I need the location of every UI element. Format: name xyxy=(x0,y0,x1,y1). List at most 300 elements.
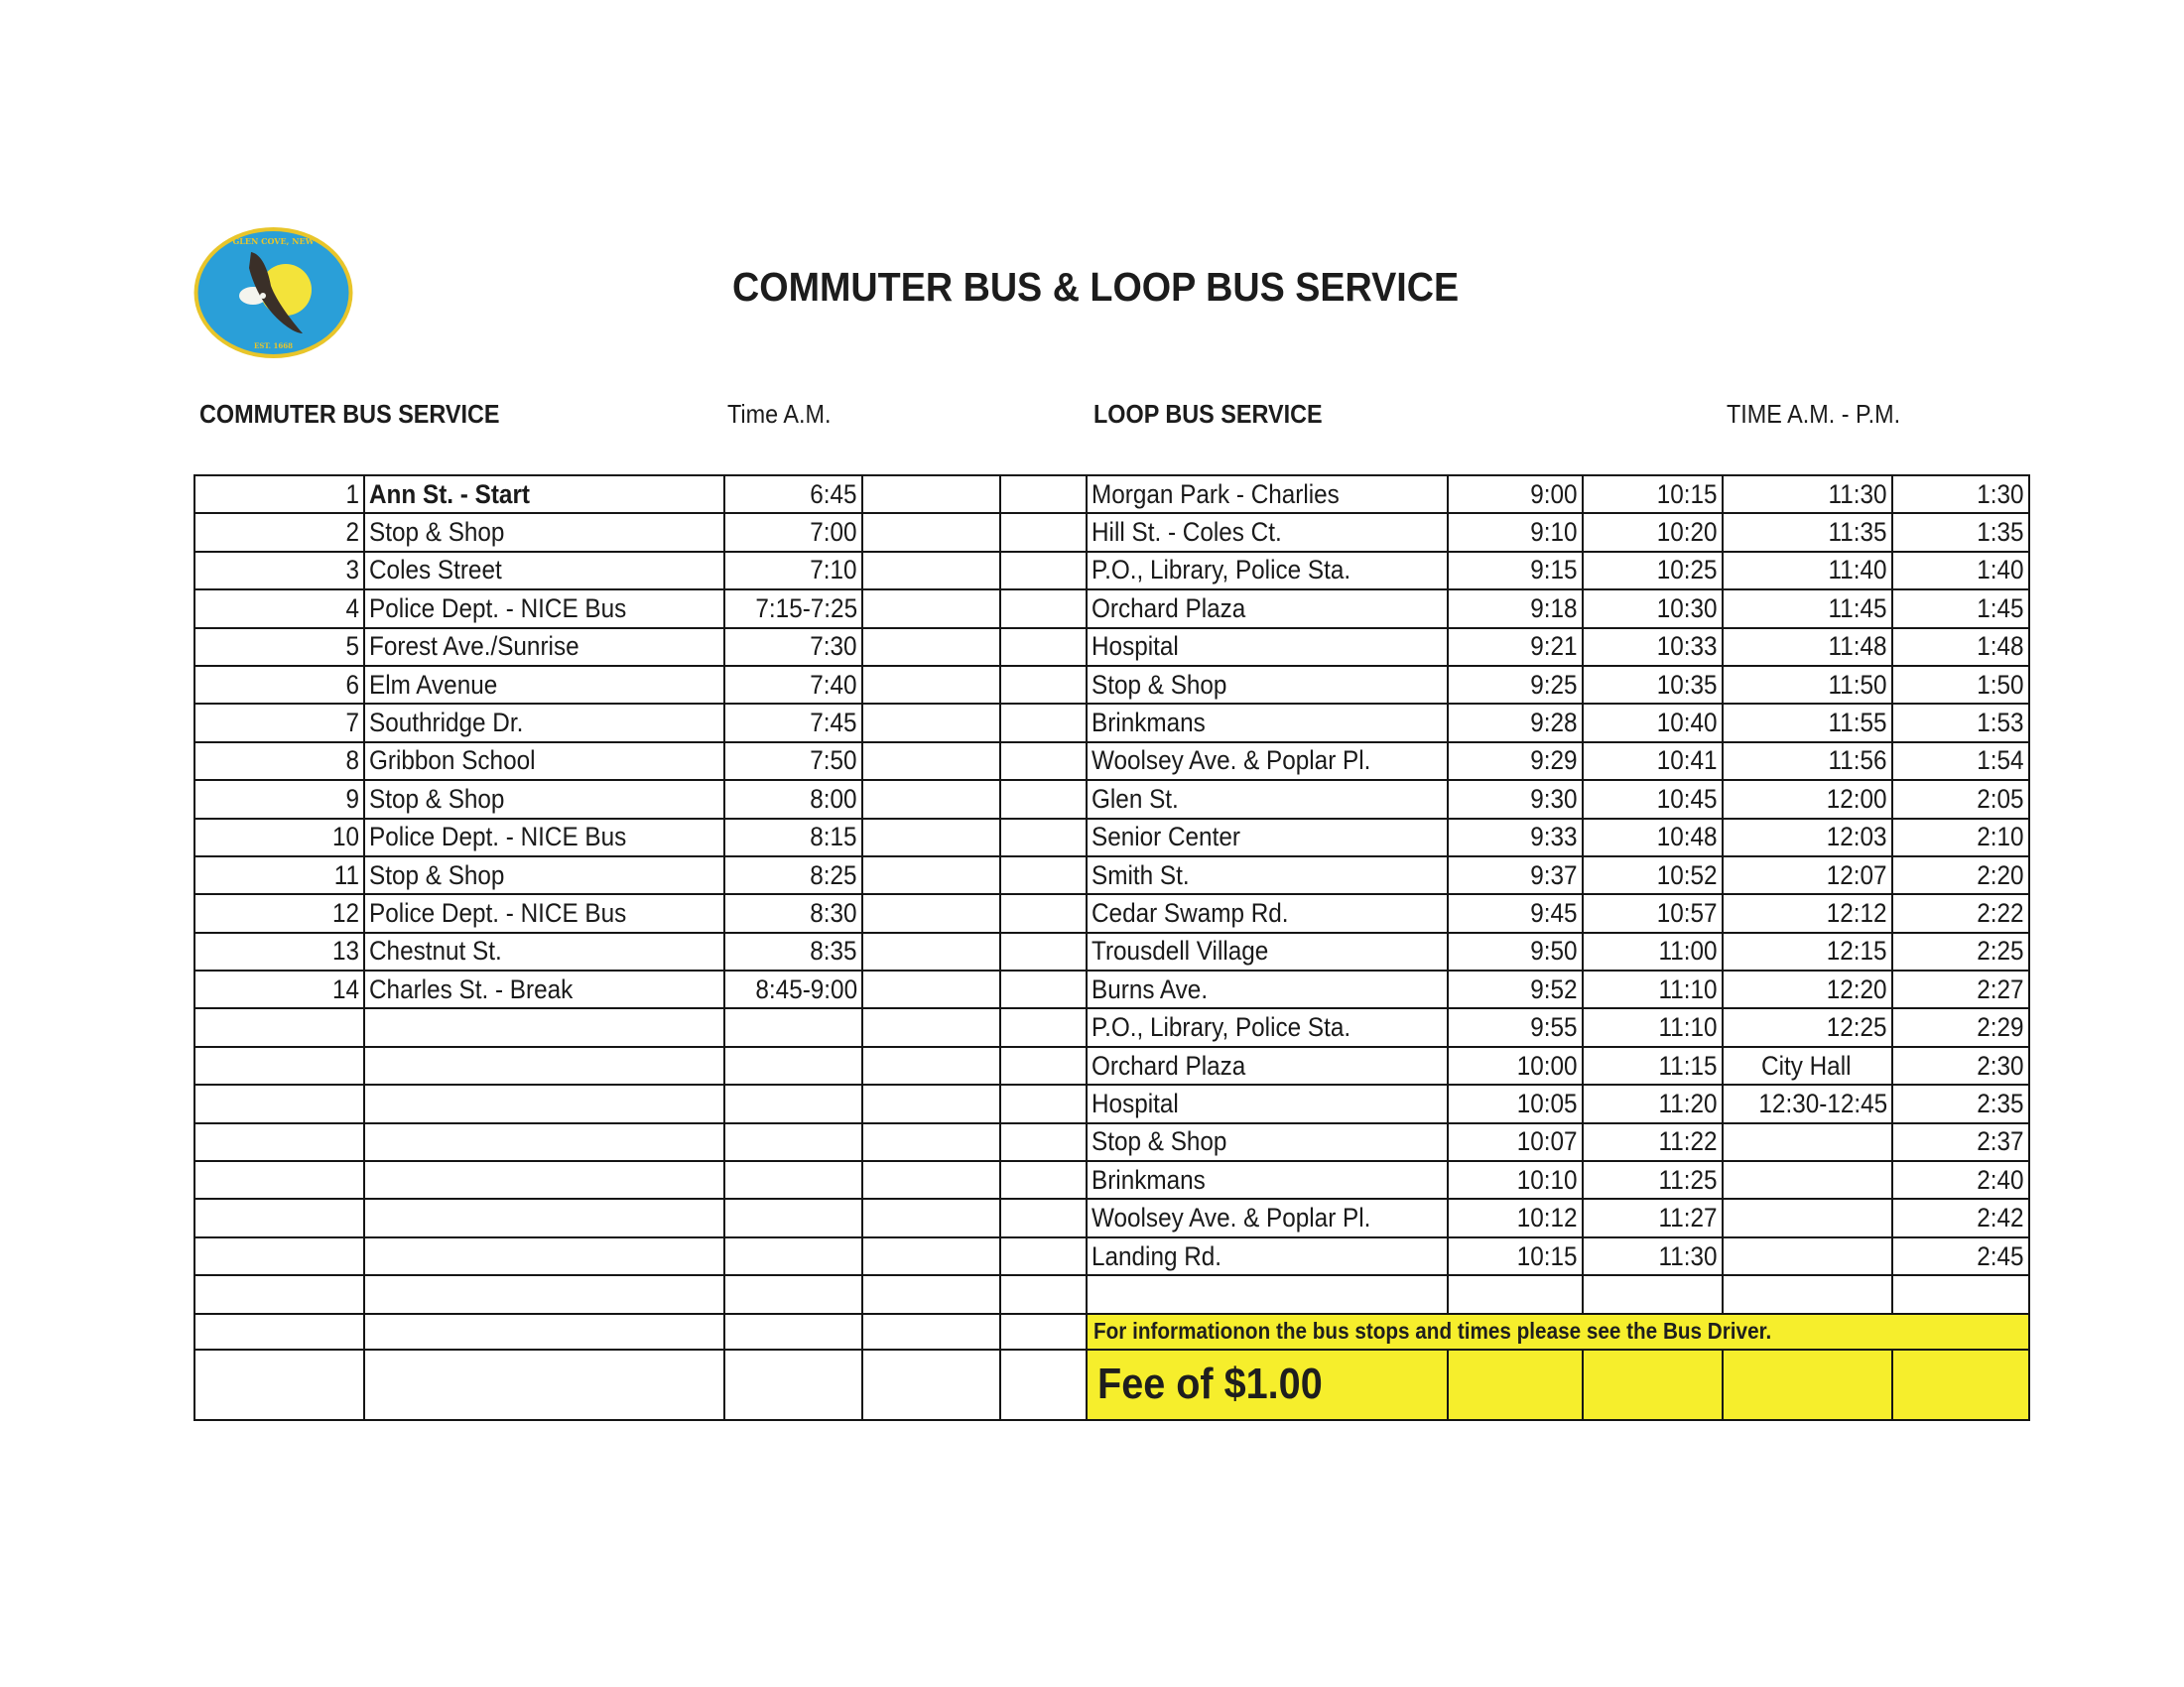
loop-stop-time xyxy=(1892,780,2029,818)
loop-stop-name xyxy=(1087,1199,1448,1236)
commuter-stop-number xyxy=(194,1199,364,1236)
commuter-stop-number xyxy=(194,1275,364,1313)
commuter-stop-number xyxy=(194,1123,364,1161)
commuter-stop-number-text: 9 xyxy=(345,783,359,814)
commuter-stop-time-text: 8:30 xyxy=(810,897,857,928)
table-row xyxy=(194,1085,2029,1122)
loop-stop-name xyxy=(1087,704,1448,741)
blank-cell xyxy=(862,856,1000,894)
commuter-stop-number xyxy=(194,589,364,627)
loop-stop-time xyxy=(1892,1275,2029,1313)
commuter-stop-number xyxy=(194,552,364,589)
commuter-stop-name-text: Forest Ave./Sunrise xyxy=(369,631,579,662)
loop-stop-time xyxy=(1583,1161,1723,1199)
blank-cell xyxy=(862,780,1000,818)
blank-cell xyxy=(862,1199,1000,1236)
commuter-stop-name xyxy=(364,1047,724,1085)
loop-stop-time-text: 11:22 xyxy=(1658,1126,1718,1157)
loop-stop-time xyxy=(1723,819,1892,856)
blank-cell xyxy=(1000,742,1087,780)
commuter-stop-time xyxy=(724,513,862,551)
table-row xyxy=(194,971,2029,1008)
loop-stop-name-text: Hospital xyxy=(1092,631,1179,662)
commuter-stop-time xyxy=(724,475,862,513)
loop-stop-time-text: 12:25 xyxy=(1827,1012,1887,1043)
commuter-stop-time xyxy=(724,552,862,589)
loop-stop-name xyxy=(1087,475,1448,513)
loop-stop-name xyxy=(1087,742,1448,780)
loop-stop-time xyxy=(1723,780,1892,818)
loop-stop-time xyxy=(1583,894,1723,932)
table-row xyxy=(194,628,2029,666)
table-row xyxy=(194,742,2029,780)
loop-stop-time-text: 11:35 xyxy=(1828,517,1887,548)
loop-stop-time xyxy=(1583,666,1723,704)
commuter-stop-name-text: Stop & Shop xyxy=(369,517,505,548)
loop-stop-name-text: Brinkmans xyxy=(1092,708,1206,738)
commuter-heading: COMMUTER BUS SERVICE xyxy=(199,399,500,429)
table-row xyxy=(194,819,2029,856)
loop-stop-name xyxy=(1087,628,1448,666)
commuter-stop-number xyxy=(194,1085,364,1122)
loop-stop-name-text: Hospital xyxy=(1092,1088,1179,1118)
commuter-stop-time xyxy=(724,971,862,1008)
loop-stop-time xyxy=(1583,1123,1723,1161)
commuter-stop-name xyxy=(364,1237,724,1275)
commuter-stop-name-text: Southridge Dr. xyxy=(369,708,524,738)
loop-stop-time xyxy=(1448,856,1583,894)
loop-stop-time-text: 2:35 xyxy=(1977,1088,2024,1118)
commuter-stop-name xyxy=(364,971,724,1008)
loop-stop-name xyxy=(1087,1047,1448,1085)
blank-cell xyxy=(862,1314,1000,1350)
commuter-stop-time-text: 7:50 xyxy=(810,745,857,776)
loop-stop-time-text: 11:15 xyxy=(1658,1050,1718,1081)
commuter-stop-time xyxy=(724,589,862,627)
loop-stop-time xyxy=(1448,1161,1583,1199)
loop-stop-time-text: 9:25 xyxy=(1530,669,1578,700)
commuter-stop-name xyxy=(364,1008,724,1046)
loop-stop-time xyxy=(1723,894,1892,932)
loop-stop-time xyxy=(1892,819,2029,856)
blank-cell xyxy=(862,819,1000,856)
commuter-stop-time-text: 7:30 xyxy=(810,631,857,662)
commuter-stop-time-text: 7:40 xyxy=(810,669,857,700)
loop-stop-time xyxy=(1723,475,1892,513)
commuter-stop-time-text: 7:10 xyxy=(810,555,857,585)
commuter-stop-time-text: 7:00 xyxy=(810,517,857,548)
table-row xyxy=(194,513,2029,551)
loop-stop-time-text: 10:15 xyxy=(1517,1240,1578,1271)
loop-stop-time-text: 1:35 xyxy=(1977,517,2024,548)
blank-cell xyxy=(862,666,1000,704)
loop-stop-name xyxy=(1087,894,1448,932)
svg-text:EST. 1668: EST. 1668 xyxy=(253,341,294,350)
blank-cell xyxy=(862,742,1000,780)
loop-stop-time xyxy=(1892,704,2029,741)
commuter-stop-time xyxy=(724,1161,862,1199)
blank-cell xyxy=(1000,1047,1087,1085)
loop-stop-name-text: Cedar Swamp Rd. xyxy=(1092,897,1289,928)
loop-stop-time xyxy=(1583,819,1723,856)
loop-stop-time-text: 2:05 xyxy=(1977,783,2024,814)
blank-cell xyxy=(194,1350,364,1420)
loop-stop-time-text: 11:10 xyxy=(1658,973,1718,1004)
loop-stop-name-text: Morgan Park - Charlies xyxy=(1092,478,1340,509)
loop-stop-time-text: 9:50 xyxy=(1530,936,1578,967)
commuter-stop-number-text: 5 xyxy=(345,631,359,662)
loop-stop-time-text: 2:29 xyxy=(1977,1012,2024,1043)
loop-stop-time xyxy=(1723,552,1892,589)
loop-stop-time-text: 11:10 xyxy=(1658,1012,1718,1043)
loop-stop-time xyxy=(1583,589,1723,627)
loop-stop-time-text: 9:21 xyxy=(1530,631,1578,662)
blank-cell xyxy=(862,628,1000,666)
commuter-stop-name-text: Elm Avenue xyxy=(369,669,498,700)
loop-stop-time xyxy=(1448,1085,1583,1122)
commuter-stop-name xyxy=(364,1123,724,1161)
table-row xyxy=(194,552,2029,589)
loop-stop-name xyxy=(1087,780,1448,818)
loop-stop-time-text: 12:15 xyxy=(1827,936,1887,967)
loop-stop-time xyxy=(1892,589,2029,627)
blank-cell xyxy=(862,704,1000,741)
loop-stop-name xyxy=(1087,552,1448,589)
loop-stop-time-text: 9:33 xyxy=(1530,822,1578,852)
loop-stop-time-text: 2:37 xyxy=(1977,1126,2024,1157)
blank-cell xyxy=(862,1237,1000,1275)
loop-stop-name xyxy=(1087,933,1448,971)
blank-cell xyxy=(1000,894,1087,932)
loop-stop-name xyxy=(1087,1275,1448,1313)
loop-stop-time xyxy=(1583,628,1723,666)
commuter-stop-time-text: 8:35 xyxy=(810,936,857,967)
loop-stop-time xyxy=(1583,1047,1723,1085)
loop-stop-time xyxy=(1448,819,1583,856)
loop-stop-time-text: 2:45 xyxy=(1977,1240,2024,1271)
blank-cell xyxy=(862,475,1000,513)
loop-stop-time-text: 12:30-12:45 xyxy=(1758,1088,1887,1118)
table-row xyxy=(194,1275,2029,1313)
commuter-stop-number xyxy=(194,1237,364,1275)
loop-stop-time-text: 10:12 xyxy=(1517,1203,1578,1233)
blank-cell xyxy=(1000,475,1087,513)
commuter-stop-name xyxy=(364,1199,724,1236)
loop-stop-time-text: 2:27 xyxy=(1977,973,2024,1004)
loop-stop-name-text: Glen St. xyxy=(1092,783,1179,814)
commuter-stop-time-text: 6:45 xyxy=(810,478,857,509)
loop-stop-name-text: Brinkmans xyxy=(1092,1164,1206,1195)
loop-stop-time xyxy=(1723,704,1892,741)
table-row xyxy=(194,666,2029,704)
loop-stop-time xyxy=(1723,1123,1892,1161)
loop-stop-time xyxy=(1723,742,1892,780)
blank-cell xyxy=(862,1085,1000,1122)
commuter-stop-number-text: 1 xyxy=(345,478,359,509)
table-row xyxy=(194,704,2029,741)
loop-stop-name-text: Smith St. xyxy=(1092,859,1190,890)
loop-stop-time-text: 11:48 xyxy=(1828,631,1887,662)
blank-cell xyxy=(862,894,1000,932)
loop-stop-name xyxy=(1087,856,1448,894)
loop-stop-time xyxy=(1892,666,2029,704)
loop-stop-name-text: P.O., Library, Police Sta. xyxy=(1092,555,1351,585)
table-row xyxy=(194,475,2029,513)
commuter-stop-number xyxy=(194,1008,364,1046)
loop-stop-time xyxy=(1448,1237,1583,1275)
blank-cell xyxy=(862,1350,1000,1420)
blank-cell xyxy=(1000,1350,1087,1420)
fee-label-text: Fee of $1.00 xyxy=(1097,1360,1323,1409)
blank-cell xyxy=(1000,704,1087,741)
commuter-stop-number-text: 14 xyxy=(331,973,359,1004)
loop-stop-time-text: 11:27 xyxy=(1658,1203,1718,1233)
blank-cell xyxy=(862,1047,1000,1085)
blank-cell xyxy=(1000,971,1087,1008)
commuter-stop-number-text: 11 xyxy=(333,859,359,890)
commuter-stop-number xyxy=(194,704,364,741)
loop-stop-name-text: Stop & Shop xyxy=(1092,1126,1227,1157)
loop-stop-name-text: Burns Ave. xyxy=(1092,973,1209,1004)
commuter-stop-number xyxy=(194,856,364,894)
commuter-stop-number-text: 8 xyxy=(345,745,359,776)
loop-stop-time xyxy=(1892,742,2029,780)
highlight-cell xyxy=(1723,1350,1892,1420)
loop-stop-time xyxy=(1448,894,1583,932)
info-note-text: For informationon the bus stops and times please see the Bus Driver. xyxy=(1093,1318,1772,1345)
commuter-stop-time xyxy=(724,819,862,856)
city-seal-logo xyxy=(192,224,355,361)
blank-cell xyxy=(1000,1314,1087,1350)
blank-cell xyxy=(862,1123,1000,1161)
commuter-stop-time xyxy=(724,1199,862,1236)
commuter-stop-time xyxy=(724,1085,862,1122)
loop-stop-name-text: Stop & Shop xyxy=(1092,669,1227,700)
loop-stop-time xyxy=(1448,933,1583,971)
table-row xyxy=(194,1123,2029,1161)
loop-stop-time-text: 10:30 xyxy=(1657,592,1718,623)
table-row xyxy=(194,1008,2029,1046)
commuter-stop-name-text: Chestnut St. xyxy=(369,936,502,967)
loop-stop-time xyxy=(1723,971,1892,1008)
commuter-stop-name xyxy=(364,780,724,818)
loop-stop-time-text: 9:45 xyxy=(1530,897,1578,928)
commuter-stop-number xyxy=(194,894,364,932)
loop-stop-time-text: 10:41 xyxy=(1657,745,1718,776)
loop-stop-time-text: 2:20 xyxy=(1977,859,2024,890)
table-row xyxy=(194,1161,2029,1199)
info-row xyxy=(194,1314,2029,1350)
loop-stop-time xyxy=(1892,1047,2029,1085)
commuter-stop-name xyxy=(364,513,724,551)
blank-cell xyxy=(1000,1085,1087,1122)
blank-cell xyxy=(1000,780,1087,818)
loop-stop-time xyxy=(1892,628,2029,666)
loop-stop-time xyxy=(1583,780,1723,818)
loop-stop-time-text: 2:30 xyxy=(1977,1050,2024,1081)
loop-stop-time-text: 1:45 xyxy=(1977,592,2024,623)
loop-stop-time-text: 11:40 xyxy=(1828,555,1887,585)
commuter-stop-name xyxy=(364,552,724,589)
loop-stop-name-text: Landing Rd. xyxy=(1092,1240,1222,1271)
loop-stop-time xyxy=(1583,475,1723,513)
loop-stop-time-text: 11:20 xyxy=(1658,1088,1718,1118)
loop-stop-time-text: 11:00 xyxy=(1658,936,1718,967)
commuter-stop-number xyxy=(194,1161,364,1199)
loop-stop-time xyxy=(1723,589,1892,627)
loop-stop-time xyxy=(1448,742,1583,780)
loop-stop-time-text: 1:50 xyxy=(1977,669,2024,700)
loop-stop-time-text: 9:18 xyxy=(1530,592,1578,623)
loop-stop-time xyxy=(1723,666,1892,704)
loop-stop-time-text: 9:00 xyxy=(1530,478,1578,509)
loop-stop-time xyxy=(1892,1123,2029,1161)
commuter-stop-time-text: 7:15-7:25 xyxy=(755,592,857,623)
loop-stop-time xyxy=(1892,1008,2029,1046)
loop-stop-time xyxy=(1583,856,1723,894)
loop-stop-time xyxy=(1723,1047,1892,1085)
commuter-stop-name xyxy=(364,704,724,741)
blank-cell xyxy=(862,933,1000,971)
loop-stop-time-text: 10:25 xyxy=(1657,555,1718,585)
commuter-stop-name xyxy=(364,1275,724,1313)
commuter-stop-time xyxy=(724,1047,862,1085)
blank-cell xyxy=(862,1161,1000,1199)
loop-stop-time xyxy=(1583,513,1723,551)
loop-heading: LOOP BUS SERVICE xyxy=(1093,399,1323,429)
loop-stop-name xyxy=(1087,513,1448,551)
loop-stop-time xyxy=(1448,666,1583,704)
blank-cell xyxy=(1000,513,1087,551)
blank-cell xyxy=(1000,666,1087,704)
loop-stop-time-text: 9:52 xyxy=(1530,973,1578,1004)
commuter-stop-time-text: 8:15 xyxy=(810,822,857,852)
commuter-time-heading: Time A.M. xyxy=(727,399,832,429)
loop-stop-time xyxy=(1583,704,1723,741)
commuter-stop-time xyxy=(724,780,862,818)
loop-stop-time xyxy=(1723,513,1892,551)
commuter-stop-name xyxy=(364,856,724,894)
city-seal-icon xyxy=(192,224,355,361)
blank-cell xyxy=(1000,1275,1087,1313)
page-title: COMMUTER BUS & LOOP BUS SERVICE xyxy=(732,264,1460,310)
loop-stop-time-text: 1:48 xyxy=(1977,631,2024,662)
loop-stop-time xyxy=(1892,894,2029,932)
commuter-stop-time-text: 8:00 xyxy=(810,783,857,814)
loop-stop-time-text: 11:55 xyxy=(1828,708,1887,738)
loop-stop-time xyxy=(1583,1008,1723,1046)
loop-stop-name-text: Orchard Plaza xyxy=(1092,592,1246,623)
loop-stop-time xyxy=(1448,513,1583,551)
svg-text:GLEN COVE, NEW: GLEN COVE, NEW xyxy=(232,236,315,246)
commuter-stop-name xyxy=(364,475,724,513)
table-row xyxy=(194,780,2029,818)
table-row xyxy=(194,933,2029,971)
loop-stop-time xyxy=(1583,971,1723,1008)
loop-stop-time-text: 12:03 xyxy=(1827,822,1887,852)
blank-cell xyxy=(1000,589,1087,627)
commuter-stop-number-text: 2 xyxy=(345,517,359,548)
commuter-stop-name-text: Ann St. - Start xyxy=(369,478,530,509)
loop-stop-time xyxy=(1448,628,1583,666)
blank-cell xyxy=(724,1350,862,1420)
commuter-stop-name-text: Stop & Shop xyxy=(369,859,505,890)
table-row xyxy=(194,1047,2029,1085)
loop-stop-name-text: Woolsey Ave. & Poplar Pl. xyxy=(1092,745,1371,776)
commuter-stop-name xyxy=(364,628,724,666)
loop-stop-name xyxy=(1087,971,1448,1008)
commuter-stop-name-text: Police Dept. - NICE Bus xyxy=(369,897,627,928)
table-row xyxy=(194,856,2029,894)
commuter-stop-name xyxy=(364,894,724,932)
blank-cell xyxy=(1000,1199,1087,1236)
loop-stop-time xyxy=(1892,475,2029,513)
loop-stop-time xyxy=(1583,1237,1723,1275)
highlight-cell xyxy=(1448,1350,1583,1420)
loop-stop-time xyxy=(1723,1237,1892,1275)
commuter-stop-number-text: 7 xyxy=(345,708,359,738)
loop-stop-time xyxy=(1448,1199,1583,1236)
commuter-stop-number xyxy=(194,780,364,818)
blank-cell xyxy=(1000,933,1087,971)
loop-stop-time-text: 9:28 xyxy=(1530,708,1578,738)
commuter-stop-time xyxy=(724,666,862,704)
fee-row xyxy=(194,1350,2029,1420)
commuter-stop-time xyxy=(724,856,862,894)
commuter-stop-number xyxy=(194,513,364,551)
loop-stop-time-text: 2:25 xyxy=(1977,936,2024,967)
fee-label xyxy=(1087,1350,1448,1420)
loop-stop-time xyxy=(1723,1085,1892,1122)
loop-stop-time-text: 10:00 xyxy=(1517,1050,1578,1081)
blank-cell xyxy=(1000,856,1087,894)
loop-stop-time-text: 12:07 xyxy=(1827,859,1887,890)
commuter-stop-name xyxy=(364,742,724,780)
loop-stop-time-text: City Hall xyxy=(1761,1050,1852,1081)
loop-stop-time-text: 2:42 xyxy=(1977,1203,2024,1233)
blank-cell xyxy=(194,1314,364,1350)
loop-stop-time xyxy=(1583,552,1723,589)
loop-stop-time xyxy=(1448,1047,1583,1085)
commuter-stop-name-text: Police Dept. - NICE Bus xyxy=(369,592,627,623)
loop-stop-time-text: 11:56 xyxy=(1828,745,1887,776)
loop-stop-time-text: 10:33 xyxy=(1657,631,1718,662)
loop-stop-name-text: Trousdell Village xyxy=(1092,936,1269,967)
loop-stop-time-text: 1:53 xyxy=(1977,708,2024,738)
commuter-stop-time xyxy=(724,894,862,932)
loop-stop-name xyxy=(1087,589,1448,627)
loop-stop-time xyxy=(1723,1199,1892,1236)
blank-cell xyxy=(862,1008,1000,1046)
commuter-stop-number-text: 6 xyxy=(345,669,359,700)
schedule-table xyxy=(193,474,2030,1421)
commuter-stop-number xyxy=(194,1047,364,1085)
loop-stop-time xyxy=(1583,1199,1723,1236)
loop-stop-time xyxy=(1448,589,1583,627)
blank-cell xyxy=(1000,1008,1087,1046)
commuter-stop-time-text: 8:45-9:00 xyxy=(755,973,857,1004)
loop-stop-name xyxy=(1087,819,1448,856)
commuter-stop-name-text: Gribbon School xyxy=(369,745,536,776)
loop-stop-time xyxy=(1448,1123,1583,1161)
blank-cell xyxy=(724,1314,862,1350)
loop-stop-time-text: 9:29 xyxy=(1530,745,1578,776)
loop-stop-time-text: 11:45 xyxy=(1828,592,1887,623)
commuter-stop-name-text: Stop & Shop xyxy=(369,783,505,814)
loop-stop-time-text: 1:54 xyxy=(1977,745,2024,776)
loop-stop-time xyxy=(1583,1085,1723,1122)
blank-cell xyxy=(1000,1237,1087,1275)
